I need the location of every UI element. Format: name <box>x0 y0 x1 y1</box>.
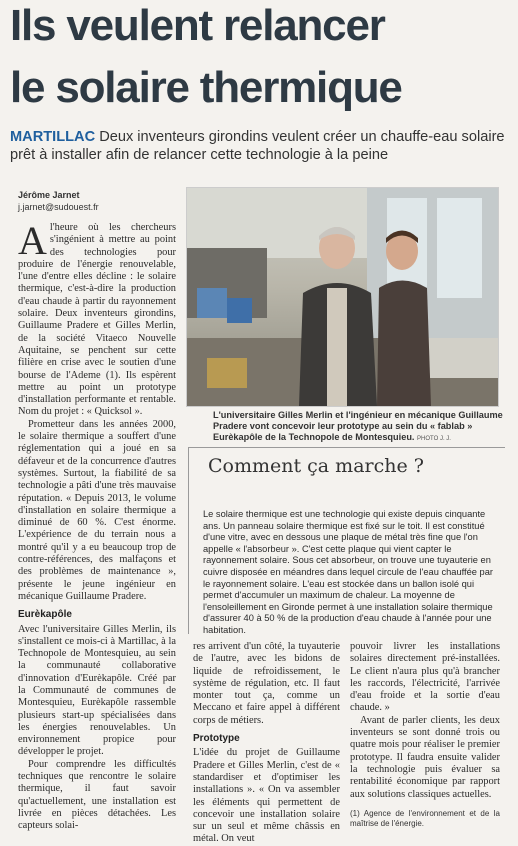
article-paragraph: Pour comprendre les difficultés techniques que rencontre le solaire thermique, il faut savoir qu'actuellement, une installation est livrée en pièces détachées. Les capteurs solai- <box>18 758 176 832</box>
article-paragraph: res arrivent d'un côté, la tuyauterie de l'autre, avec les bidons de liquide de refroidissement, le système de régulation, etc. Il faut monter tout ça, comme un Meccano et faire appel à différent corps de métiers. <box>193 641 340 726</box>
subheading-prototype: Prototype <box>193 733 240 745</box>
article-column-3 <box>350 641 500 837</box>
article-column-1 <box>18 218 176 837</box>
article-paragraph: Prometteur dans les années 2000, le solaire thermique a souffert d'une réglementation qui a joué en sa défaveur et de la concurrence d'autres systèmes. Surtout, la fiabilité de sa technologie a pâti d'une très mauvaise réputation. « Depuis 2013, le volume d'installation en solaire thermique a diminué de 60 %. C'est énorme. L'expérience de du terrain nous a montré qu'il y a eu beaucoup trop de contre-références, des malfaçons et des problèmes de maintenance », présente le jeune ingénieur en mécanique Guillaume Pradere. <box>18 418 176 602</box>
sidebar-text: Le solaire thermique est une technologie qui existe depuis cinquante ans. Un panneau solaire thermique est fixé sur le toit. Il est constitué d'une vitre, avec en dessous une plaque de métal très fine que l'on appelle « l'absorbeur ». C'est cette plaque qui vient capter le rayonnement solaire. Sous cet absorbeur, on trouve une tuyauterie en cuivre disposée en méandres dans lequel circule de l'eau chauffée par le rayonnement solaire. L'eau est stockée dans un ballon isolé qui permet d'accumuler un maximum de chaleur. La moyenne de l'ensoleillement en Gironde permet à une installation solaire thermique d'assurer 40 à 50 % de la production d'eau chaude à l'année pour une habitation. <box>203 509 493 635</box>
photo-illustration <box>187 188 498 406</box>
byline <box>18 189 99 213</box>
subheading-eurekapole: Eurèkapôle <box>18 609 72 621</box>
photo-caption-text: L'universitaire Gilles Merlin et l'ingénieur en mécanique Guillaume Pradere vont concevoir leur prototype au sein du « fablab » Eurèkapôle de la Technopole de Montesquieu. <box>213 410 503 442</box>
article-photo <box>186 187 499 407</box>
article-paragraph: Avec l'universitaire Gilles Merlin, ils s'installent ce mois-ci à Martillac, à la Technopole de Montesquieu, au sein la communauté collaborative d'innovation d'Eurèkapôle. Créé par la Communauté de communes de Montesquieu, Eurèkapôle rassemble plusieurs start-up spécialisées dans les énergies renouvelables. Un environnement propice pour développer le projet. <box>18 623 176 758</box>
sidebar-title: Comment ça marche ? <box>208 455 424 477</box>
footnote: (1) Agence de l'environnement et de la maîtrise de l'énergie. <box>350 808 500 828</box>
standfirst <box>10 128 510 164</box>
byline-author: Jérôme Jarnet <box>18 190 80 200</box>
drop-cap: A <box>18 218 47 263</box>
dateline-location: MARTILLAC <box>10 129 96 145</box>
byline-email: j.jarnet@sudouest.fr <box>18 202 99 212</box>
article-paragraph: Avant de parler clients, les deux inventeurs se sont donné trois ou quatre mois pour réaliser le premier prototype. Il faudra ensuite valider la technologie puis évaluer sa rentabilité économique par rapport aux solutions classiques actuelles. <box>350 714 500 800</box>
article-paragraph: Al'heure où les chercheurs s'ingénient à mettre au point des technologies pour produire de l'énergie renouvelable, l'une d'entre elles décline : le solaire thermique, c'est-à-dire la production d'eau chaude à partir du rayonnement solaire. Deux inventeurs girondins, Guillaume Pradere et Gilles Merlin, de la société Vitaeco Nouvelle Aquitaine, se penchent sur cette filière en crise avec le soutien d'une bourse de l'Ademe (1). Ils espèrent mettre au point un prototype d'installation performante et rentable. Nom du projet : « Quicksol ». <box>18 218 176 418</box>
article-column-2 <box>193 641 340 845</box>
headline <box>10 1 510 112</box>
article-paragraph: pouvoir livrer les installations solaires directement pré-installées. Le client n'aura plus qu'à brancher les raccords, l'électricité, l'arrivée d'eau froide et la sortie d'eau chaude. » <box>350 641 500 714</box>
headline-line-2: le solaire thermique <box>10 63 402 112</box>
article-paragraph: L'idée du projet de Guillaume Pradere et Gilles Merlin, c'est de « standardiser et d'optimiser les installations ». « On va assembler les éléments qui permettent de concevoir une installation solaire sur un seul et même châssis en métal. On veut <box>193 747 340 845</box>
standfirst-text: Deux inventeurs girondins veulent créer un chauffe-eau solaire prêt à installer afin de relancer cette technologie à la peine <box>10 129 505 163</box>
photo-caption <box>213 410 503 445</box>
headline-line-1: Ils veulent relancer <box>10 1 385 50</box>
photo-credit: PHOTO J. J. <box>417 436 451 442</box>
